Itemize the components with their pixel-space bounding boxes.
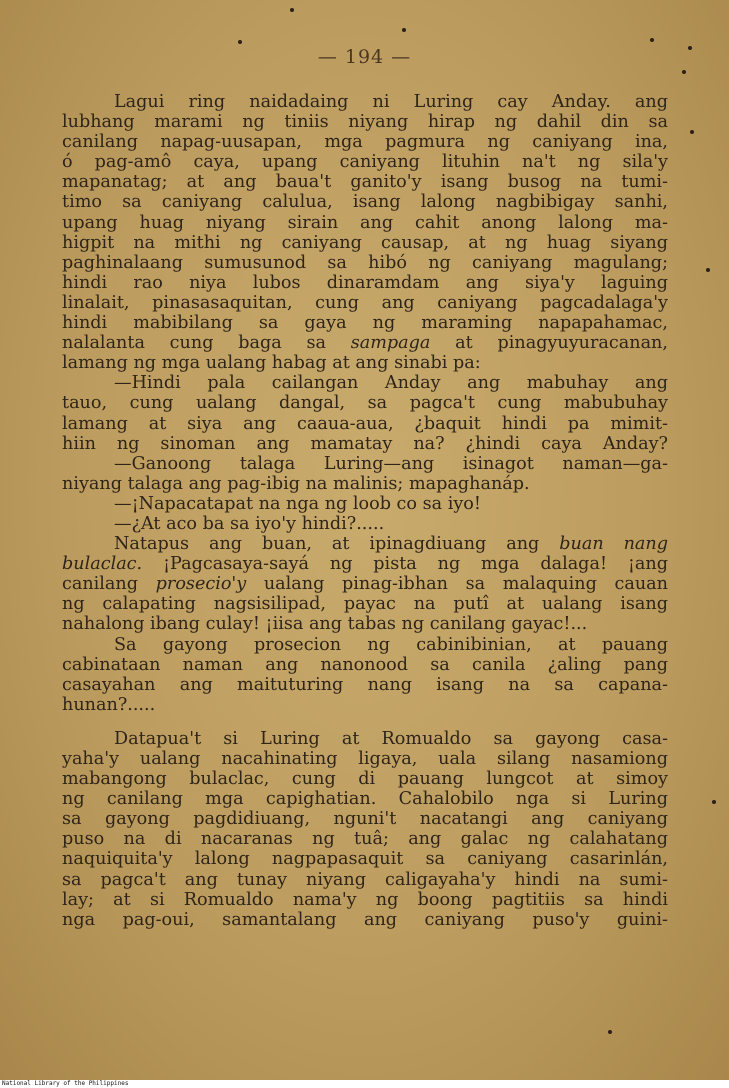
- text-line: timo sa caniyang calulua, isang lalong nagbibigay sanhi,: [62, 192, 668, 213]
- dust-speck: [650, 38, 654, 42]
- dust-speck: [706, 268, 710, 272]
- text-line: lamang at siya ang caaua-aua, ¿baquit hindi pa mimit-: [62, 413, 668, 434]
- text-line: Sa gayong prosecion ng cabinibinian, at pauang: [114, 634, 668, 655]
- text-line: casayahan ang maituturing nang isang na sa capana-: [62, 674, 668, 695]
- text-line: mabangong bulaclac, cung di pauang lungcot at simoy: [62, 769, 668, 790]
- text-line: hiin ng sinoman ang mamatay na? ¿hindi caya Anday?: [62, 433, 668, 454]
- text-line: hindi mabibilang sa gaya ng maraming napapahamac,: [62, 313, 668, 334]
- dust-speck: [608, 1030, 612, 1034]
- text-line: sa gayong pagdidiuang, nguni't nacatangi ang caniyang: [62, 809, 668, 830]
- page-number: — 194 —: [317, 46, 412, 68]
- text-line: nahalong ibang culay! ¡iisa ang tabas ng canilang gayac!...: [62, 614, 588, 635]
- dust-speck: [238, 40, 242, 44]
- text-line: bulaclac. ¡Pagcasaya-sayá ng pista ng mga dalaga! ¡ang: [62, 554, 668, 575]
- text-line: cabinataan naman ang nanonood sa canila ¿aling pang: [62, 654, 668, 675]
- text-line: niyang talaga ang pag-ibig na malinis; mapaghanáp.: [62, 473, 530, 494]
- text-line: nalalanta cung baga sa sampaga at pinagyuyuracanan,: [62, 333, 668, 354]
- text-line: hunan?.....: [62, 694, 156, 715]
- text-line: tauo, cung ualang dangal, sa pagca't cung mabubuhay: [62, 393, 668, 414]
- text-line: lay; at si Romualdo nama'y ng boong pagtitiis sa hindi: [62, 889, 668, 910]
- text-line: upang huag niyang sirain ang cahit anong lalong ma-: [62, 212, 668, 233]
- text-line: ng canilang mga capighatian. Cahalobilo nga si Luring: [62, 789, 668, 810]
- text-line: hindi rao niya lubos dinaramdam ang siya'y laguing: [62, 272, 668, 293]
- text-line: —¿At aco ba sa iyo'y hindi?.....: [114, 513, 385, 534]
- text-line: lamang ng mga ualang habag at ang sinabi pa:: [62, 353, 481, 374]
- dust-speck: [402, 28, 406, 32]
- text-line: nga pag-oui, samantalang ang caniyang puso'y guini-: [62, 909, 668, 930]
- text-line: paghinalaang sumusunod sa hibó ng caniyang magulang;: [62, 252, 668, 273]
- text-line: linalait, pinasasaquitan, cung ang caniyang pagcadalaga'y: [62, 292, 668, 313]
- text-line: —Hindi pala cailangan Anday ang mabuhay ang: [114, 373, 668, 394]
- text-line: —¡Napacatapat na nga ng loob co sa iyo!: [114, 493, 481, 514]
- text-line: Lagui ring naidadaing ni Luring cay Anday. ang: [114, 92, 668, 112]
- text-line: [62, 715, 668, 729]
- library-credit: National Library of the Philippines: [0, 1080, 729, 1088]
- text-line: —Ganoong talaga Luring—ang isinagot naman—ga-: [114, 453, 668, 474]
- text-line: sa pagca't ang tunay niyang caligayaha'y hindi na sumi-: [62, 869, 668, 890]
- text-line: Natapus ang buan, at ipinagdiuang ang buan nang: [114, 534, 669, 555]
- dust-speck: [712, 800, 716, 804]
- text-line: yaha'y ualang nacahinating ligaya, uala silang nasamiong: [62, 749, 668, 769]
- text-line: naquiquita'y lalong nagpapasaquit sa caniyang casarinlán,: [62, 849, 668, 870]
- dust-speck: [682, 70, 686, 74]
- text-line: Datapua't si Luring at Romualdo sa gayong casa-: [114, 728, 668, 749]
- body-text: [62, 92, 668, 930]
- text-line: ó pag-amô caya, upang caniyang lituhin na't ng sila'y: [62, 152, 668, 173]
- text-line: mapanatag; at ang baua't ganito'y isang busog na tumi-: [62, 172, 668, 193]
- text-line: lubhang marami ng tiniis niyang hirap ng dahil din sa: [62, 112, 668, 133]
- dust-speck: [688, 46, 692, 50]
- text-line: canilang prosecio'y ualang pinag-ibhan sa malaquing cauan: [62, 574, 668, 595]
- dust-speck: [290, 8, 294, 12]
- text-line: canilang napag-uusapan, mga pagmura ng caniyang ina,: [62, 132, 668, 153]
- text-line: puso na di nacaranas ng tuâ; ang galac ng calahatang: [62, 829, 668, 850]
- text-line: higpit na mithi ng caniyang causap, at ng huag siyang: [62, 232, 668, 253]
- dust-speck: [690, 130, 694, 134]
- text-line: ng calapating nagsisilipad, payac na putî at ualang isang: [62, 594, 668, 615]
